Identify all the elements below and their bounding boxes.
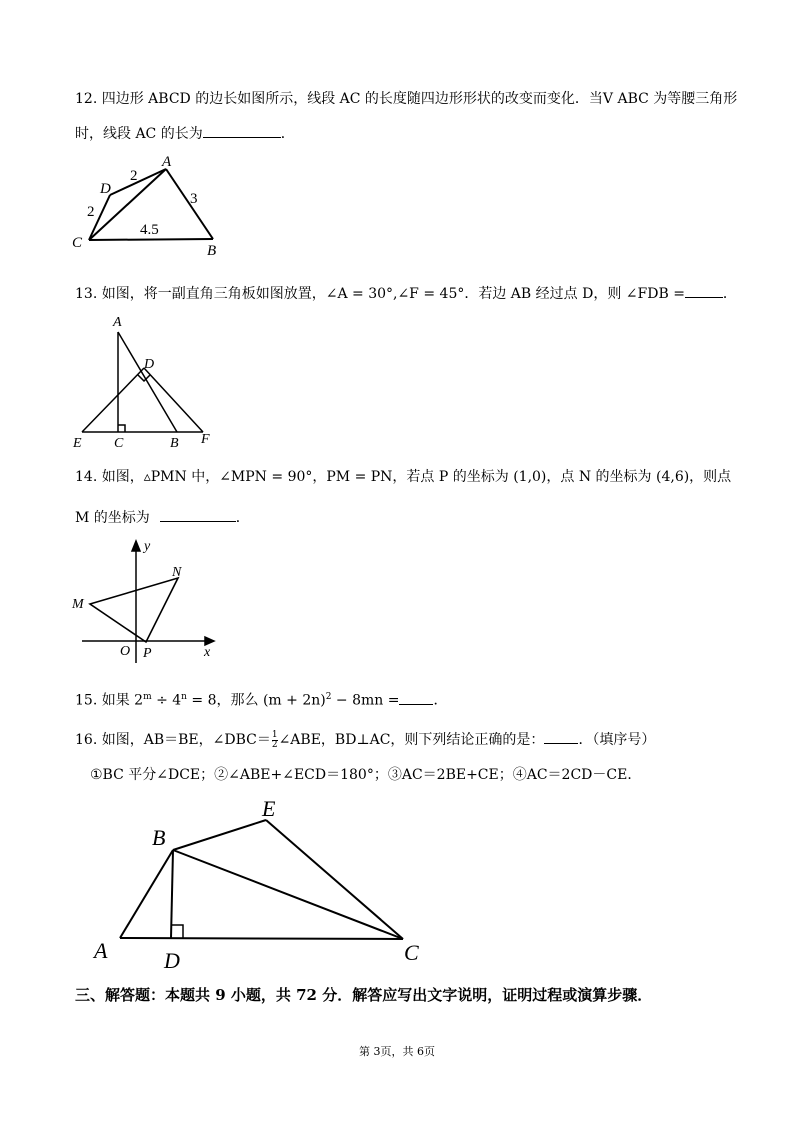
q16-side-ab	[120, 850, 173, 938]
q12-line2-text: 时，线段 AC 的长为	[75, 126, 203, 142]
q16-side-be	[173, 820, 266, 850]
q13-label-e: E	[73, 436, 82, 451]
q16-fraction-denominator: 2	[271, 739, 278, 750]
q16-text-b: ∠ABE，BD⊥AC，则下列结论正确的是：	[278, 732, 545, 748]
q14-triangle-pmn	[90, 578, 178, 642]
q14-answer-blank[interactable]	[160, 507, 236, 522]
q13-text-end: ．	[722, 286, 737, 302]
q12-line2	[75, 123, 295, 143]
x-axis-arrow-icon	[205, 637, 214, 645]
q13-text-a: 13. 如图，将一副直角三角板如图放置，	[75, 286, 326, 302]
q14-label-o: O	[120, 644, 131, 659]
q16-label-a: A	[94, 938, 108, 963]
q16-line1	[75, 729, 655, 750]
q16-answer-blank[interactable]	[544, 729, 578, 744]
q13-label-c: C	[114, 436, 124, 451]
q12-quadrilateral-figure	[68, 150, 228, 260]
section-heading: 三、解答题：本题共 9 小题，共 72 分．解答应写出文字说明，证明过程或演算步骤．	[75, 986, 653, 1004]
q13-side-ab	[118, 332, 177, 432]
q12-answer-blank[interactable]	[203, 123, 281, 138]
q13-text-b: ．若边 AB 经过点 D，则 ∠FDB =	[464, 286, 685, 302]
q14-coordinate-figure	[68, 535, 228, 665]
y-axis-arrow-icon	[132, 541, 140, 551]
q13-triangle-figure	[68, 312, 228, 452]
q16-label-b: B	[152, 825, 166, 850]
q16-fraction-numerator: 1	[271, 729, 278, 740]
q16-text-end: ．（填序号）	[578, 732, 656, 748]
page-footer: 第 3页，共 6页	[359, 1045, 435, 1058]
q16-fraction	[272, 731, 278, 750]
q16-label-e: E	[262, 796, 276, 821]
q13-label-f: F	[201, 432, 210, 447]
q12-length-cb: 4.5	[140, 222, 159, 238]
q14-line2-end: ．	[235, 510, 250, 526]
q16-label-d: D	[164, 948, 180, 973]
q16-options: ①BC 平分∠DCE；②∠ABE+∠ECD＝180°；③AC＝2BE+CE；④AC＝2CD－CE．	[90, 767, 642, 783]
q12-line2-end: ．	[280, 126, 295, 142]
q16-side-ac	[120, 938, 403, 939]
q15-text-d: − 8mn =	[331, 692, 400, 709]
q14-label-p: P	[143, 646, 152, 661]
q14-text-b: ▵PMN 中，∠MPN = 90°，PM = PN，若点 P 的坐标为 (1,0)，点 N 的坐标为 (4,6)，则点	[143, 469, 732, 485]
q14-label-x: x	[204, 645, 211, 660]
q12-line1: 12. 四边形 ABCD 的边长如图所示，线段 AC 的长度随四边形形状的改变而变化．当V ABC 为等腰三角形	[75, 91, 738, 107]
q15-text-end: ．	[433, 692, 448, 709]
q13-side-df	[144, 368, 203, 432]
q14-label-m: M	[72, 597, 84, 612]
q12-label-d: D	[100, 181, 111, 197]
q16-right-angle-d	[171, 925, 183, 938]
q14-line1	[75, 468, 731, 486]
q16-label-c: C	[404, 940, 419, 965]
q14-line2-text: M 的坐标为	[75, 510, 150, 526]
q12-length-cd: 2	[87, 204, 95, 220]
q15-text-b: ÷ 4	[151, 692, 182, 709]
q13-label-b: B	[170, 436, 179, 451]
q16-side-ec	[266, 820, 403, 939]
q15-answer-blank[interactable]	[399, 690, 433, 705]
q15-exp-2: 2	[325, 692, 332, 702]
q14-line2	[75, 507, 250, 527]
q13-line	[75, 283, 737, 303]
q15-exp-n: n	[181, 692, 187, 702]
q13-angle-math: ∠A = 30°,∠F = 45°	[325, 286, 465, 302]
q13-right-angle-c	[118, 425, 125, 432]
q14-label-y: y	[144, 539, 151, 554]
q12-length-da: 2	[130, 168, 138, 184]
q13-side-ed	[82, 368, 144, 432]
q15-text-c: = 8，那么 (m + 2n)	[186, 692, 326, 709]
q16-triangle-figure	[80, 788, 440, 978]
q14-text-a: 14. 如图，	[75, 469, 144, 485]
q15-line	[75, 688, 447, 710]
q12-side-da	[110, 169, 166, 195]
q13-answer-blank[interactable]	[685, 283, 723, 298]
q14-label-n: N	[172, 565, 182, 580]
q12-label-c: C	[72, 235, 83, 251]
q12-label-b: B	[207, 243, 217, 259]
q15-exp-m: m	[143, 692, 152, 702]
q13-label-a: A	[113, 315, 122, 330]
q12-label-a: A	[162, 154, 172, 170]
q16-text-a: 16. 如图，AB＝BE，∠DBC＝	[75, 732, 271, 748]
q13-label-d: D	[144, 357, 155, 372]
q12-length-ab: 3	[190, 191, 198, 207]
q16-side-bc	[173, 850, 403, 939]
q12-side-cb	[89, 239, 213, 240]
q15-text-a: 15. 如果 2	[75, 692, 144, 709]
